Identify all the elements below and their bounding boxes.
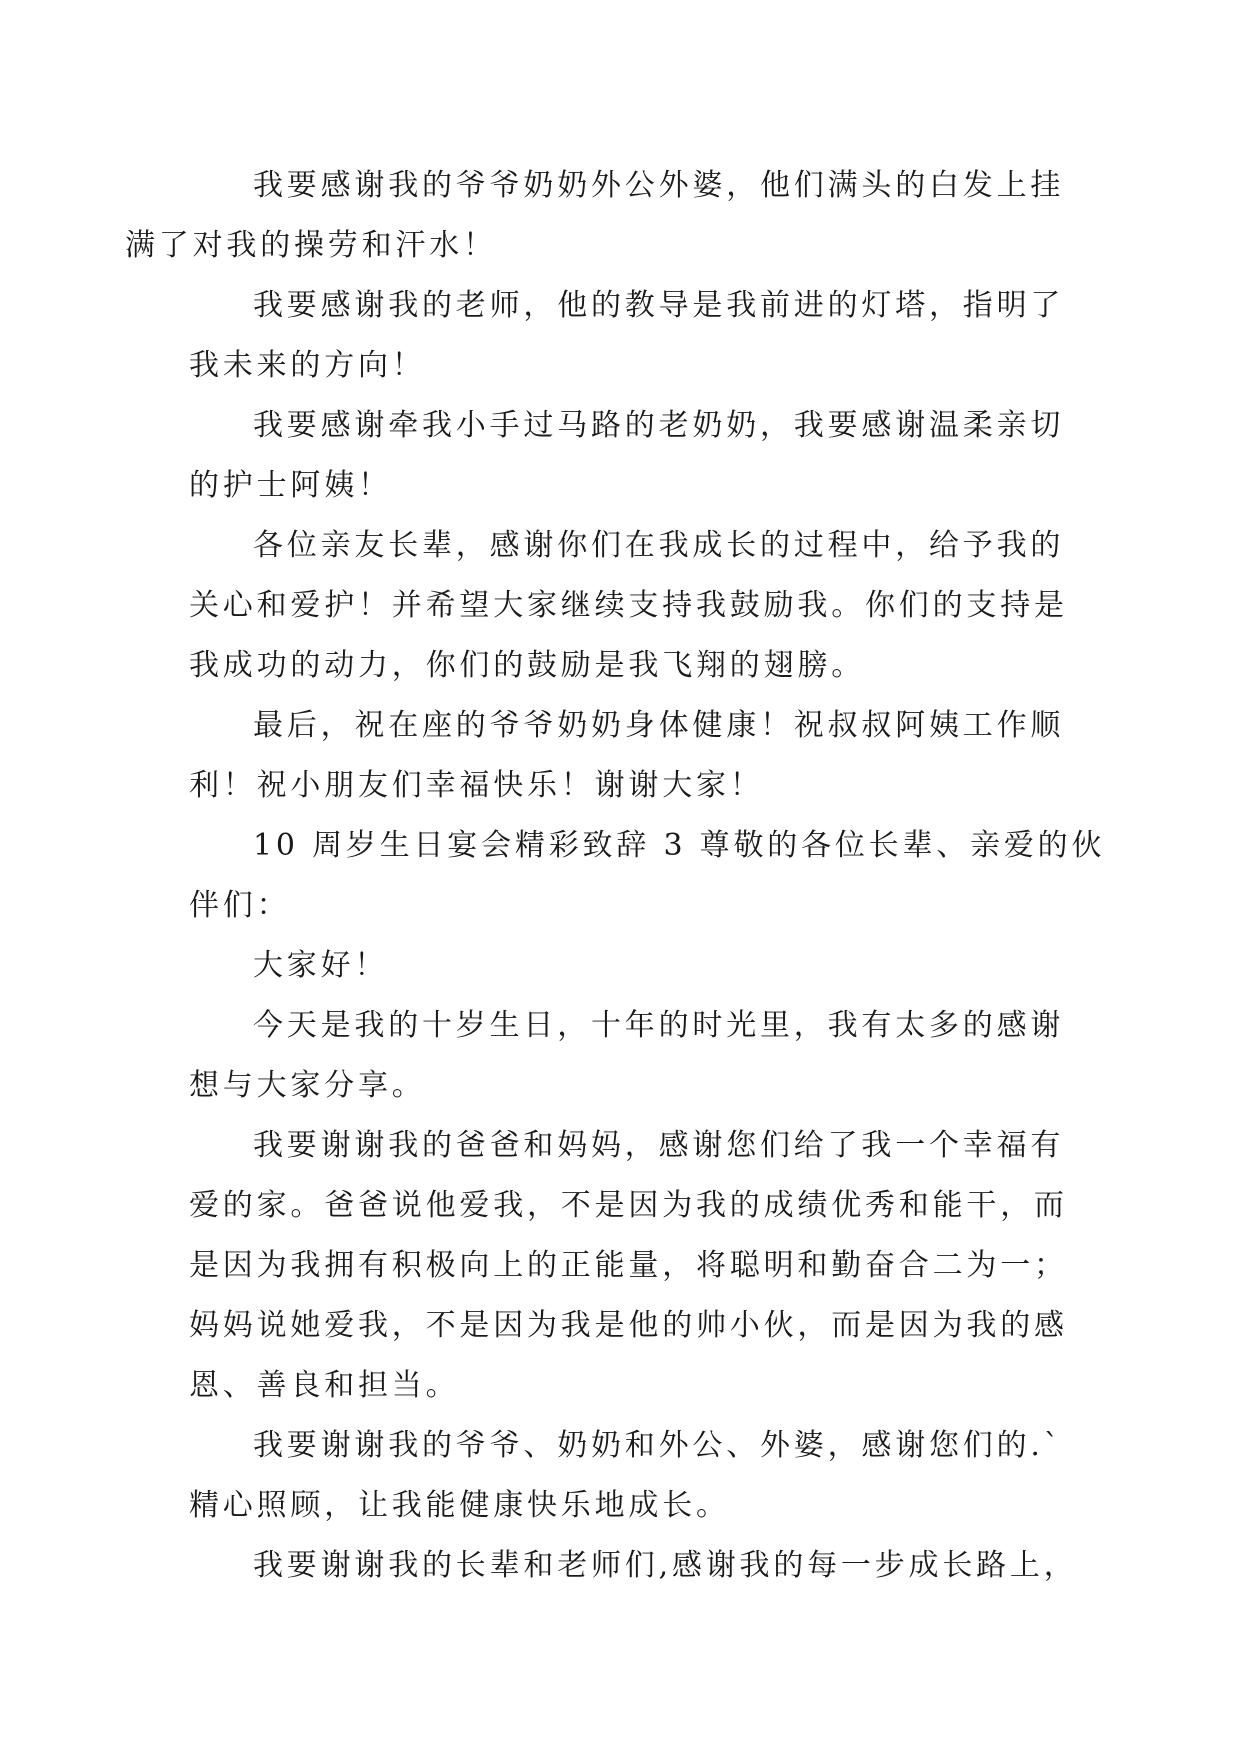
text-line: 我要谢谢我的长辈和老师们,感谢我的每一步成长路上， (253, 1548, 1078, 1583)
text-line: 恩、善良和担当。 (189, 1368, 460, 1403)
text-line: 想与大家分享。 (189, 1068, 426, 1103)
paragraph-thank-teacher (189, 276, 1065, 396)
text-line: 利！祝小朋友们幸福快乐！谢谢大家！ (189, 768, 764, 803)
text-line: 我未来的方向！ (189, 348, 426, 383)
text-line: 我要感谢我的爷爷奶奶外公外婆，他们满头的白发上挂 (253, 168, 1065, 203)
text-line: 我要谢谢我的爷爷、奶奶和外公、外婆，感谢您们的.` (253, 1428, 1063, 1463)
text-line: 妈妈说她爱我，不是因为我是他的帅小伙，而是因为我的感 (189, 1308, 1068, 1343)
text-line: 大家好！ (253, 948, 389, 983)
text-line: 满了对我的操劳和汗水！ (125, 228, 497, 263)
paragraph-thank-elders-teachers (189, 1536, 1078, 1596)
text-line: 爱的家。爸爸说他爱我，不是因为我的成绩优秀和能干，而 (189, 1188, 1068, 1223)
text-line: 是因为我拥有积极向上的正能量，将聪明和勤奋合二为一； (189, 1248, 1068, 1283)
text-line: 我成功的动力，你们的鼓励是我飞翔的翅膀。 (189, 648, 865, 683)
document-body (125, 156, 1106, 1596)
text-line: 各位亲友长辈，感谢你们在我成长的过程中，给予我的 (253, 528, 1065, 563)
text-line: 今天是我的十岁生日，十年的时光里，我有太多的感谢 (253, 1008, 1065, 1043)
text-line: 最后，祝在座的爷爷奶奶身体健康！祝叔叔阿姨工作顺 (253, 708, 1065, 743)
paragraph-tenth-birthday (189, 996, 1065, 1116)
text-line: 我要谢谢我的爸爸和妈妈，感谢您们给了我一个幸福有 (253, 1128, 1065, 1163)
paragraph-thank-grandparents (125, 156, 1065, 276)
paragraph-greeting (189, 936, 1057, 996)
paragraph-closing-wishes (189, 696, 1065, 816)
text-line: 我要感谢我的老师，他的教导是我前进的灯塔，指明了 (253, 288, 1065, 323)
text-line: 的护士阿姨！ (189, 468, 392, 503)
text-line: 伴们： (189, 888, 291, 923)
paragraph-thank-parents (189, 1116, 1068, 1416)
text-line: 10 周岁生日宴会精彩致辞 3 尊敬的各位长辈、亲爱的伙 (253, 828, 1106, 863)
paragraph-speech-3-heading (189, 816, 1106, 936)
paragraph-thank-relatives (189, 516, 1068, 696)
text-line: 精心照顾，让我能健康快乐地成长。 (189, 1488, 730, 1523)
paragraph-thank-grandma-nurse (189, 396, 1065, 516)
paragraph-thank-grandparents-care (189, 1416, 1063, 1536)
text-line: 我要感谢牵我小手过马路的老奶奶，我要感谢温柔亲切 (253, 408, 1065, 443)
text-line: 关心和爱护！并希望大家继续支持我鼓励我。你们的支持是 (189, 588, 1068, 623)
